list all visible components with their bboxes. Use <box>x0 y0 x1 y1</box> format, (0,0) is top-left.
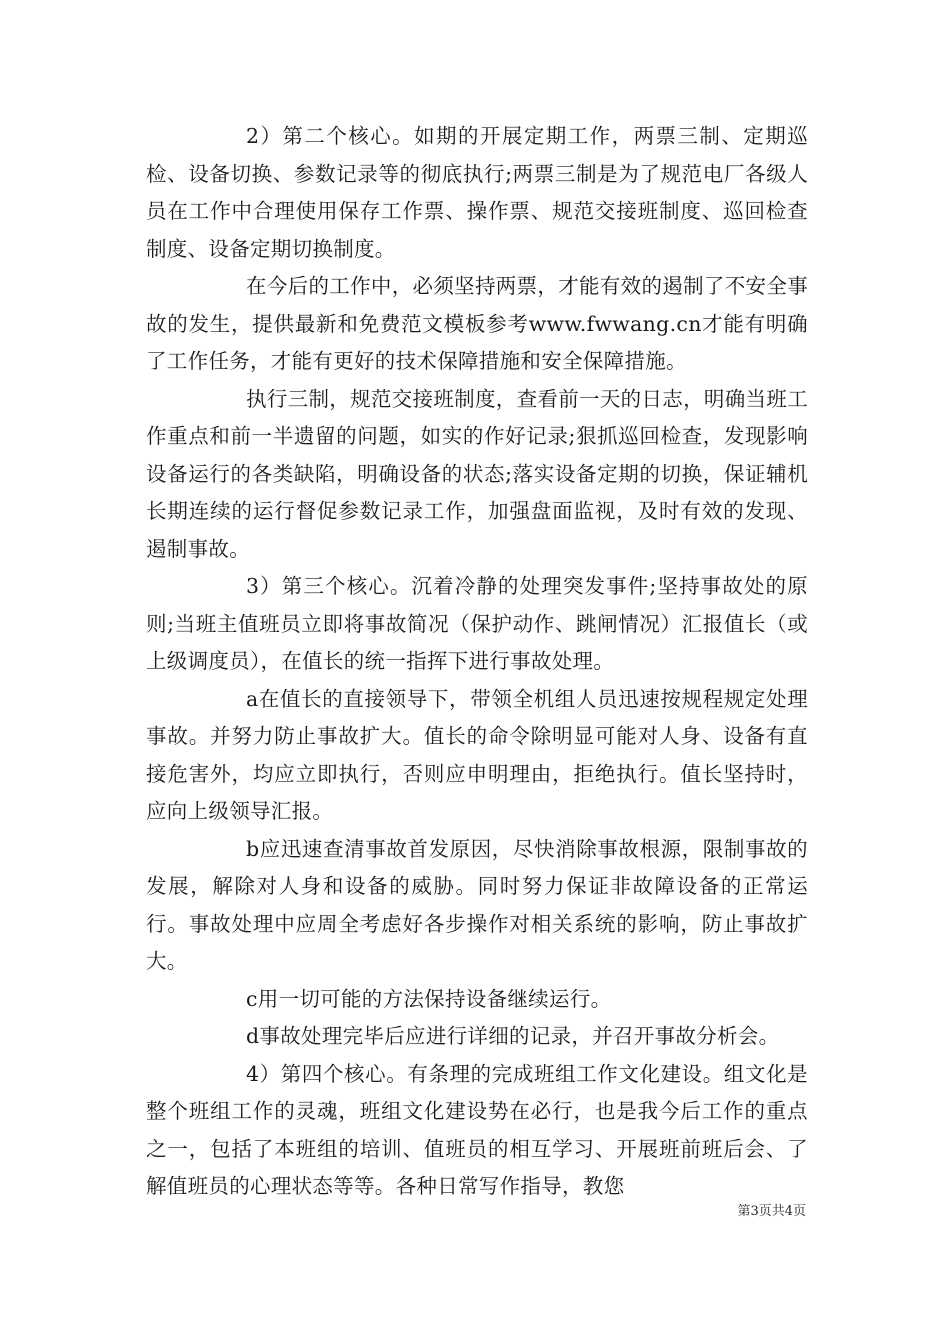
paragraph-core-3: 3）第三个核心。沉着冷静的处理突发事件;坚持事故处的原则;当班主值班员立即将事故简况（保护动作、跳闸情况）汇报值长（或上级调度员），在值长的统一指挥下进行事故处理。 <box>146 574 808 673</box>
paragraph-item-d: d事故处理完毕后应进行详细的记录，并召开事故分析会。 <box>246 1024 780 1048</box>
paragraph-item-a: a在值长的直接领导下，带领全机组人员迅速按规程规定处理事故。并努力防止事故扩大。值长的命令除明显可能对人身、设备有直接危害外，均应立即执行，否则应申明理由，拒绝执行。值长坚持时，应向上级领导汇报。 <box>146 686 808 823</box>
paragraph-core-4: 4）第四个核心。有条理的完成班组工作文化建设。组文化是整个班组工作的灵魂，班组文化建设势在必行，也是我今后工作的重点之一，包括了本班组的培训、值班员的相互学习、开展班前班后会、了解值班员的心理状态等等。各种日常写作指导，教您 <box>146 1061 808 1198</box>
paragraph-three-systems: 执行三制，规范交接班制度，查看前一天的日志，明确当班工作重点和前一半遗留的问题，如实的作好记录;狠抓巡回检查，发现影响设备运行的各类缺陷，明确设备的状态;落实设备定期的切换，保证辅机长期连续的运行督促参数记录工作，加强盘面监视，及时有效的发现、遏制事故。 <box>146 386 808 561</box>
document-body <box>146 118 808 1206</box>
paragraph-core-2: 2）第二个核心。如期的开展定期工作，两票三制、定期巡检、设备切换、参数记录等的彻底执行;两票三制是为了规范电厂各级人员在工作中合理使用保存工作票、操作票、规范交接班制度、巡回检查制度、设备定期切换制度。 <box>146 124 808 261</box>
paragraph-item-c: c用一切可能的方法保持设备继续运行。 <box>246 986 612 1011</box>
paragraph-item-b: b应迅速查清事故首发原因，尽快消除事故根源，限制事故的发展，解除对人身和设备的威胁。同时努力保证非故障设备的正常运行。事故处理中应周全考虑好各步操作对相关系统的影响，防止事故扩大。 <box>146 836 808 973</box>
paragraph-two-tickets: 在今后的工作中，必须坚持两票，才能有效的遏制了不安全事故的发生，提供最新和免费范文模板参考www.fwwang.cn才能有明确了工作任务，才能有更好的技术保障措施和安全保障措施。 <box>146 274 808 373</box>
page-number-footer: 第3页共4页 <box>737 1204 806 1219</box>
